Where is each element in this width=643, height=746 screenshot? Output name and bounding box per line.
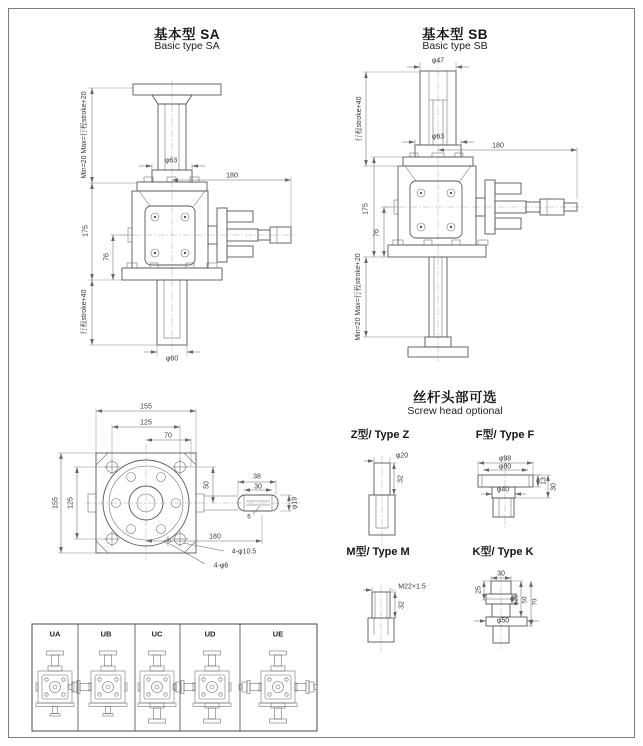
tv-dim-holes-small: 4-φ6 — [213, 562, 229, 570]
variant-uc-diagram — [138, 651, 176, 723]
type-m-dim-thread: M22×1.5 — [398, 583, 426, 591]
type-k-dim-25: 25 — [475, 586, 483, 594]
type-z-label: Z型/ Type Z — [350, 429, 410, 441]
screw-head-title-cn: 丝杆头部可选 — [413, 390, 497, 405]
sb-dim-phi63: φ63 — [431, 133, 445, 141]
sa-dim-stroke-bottom: 行程stroke+40 — [81, 289, 88, 335]
screw-head-title-en: Screw head optional — [407, 405, 503, 417]
type-z-dim-32: 32 — [397, 475, 405, 483]
sb-title-cn: 基本型 SB — [421, 27, 489, 42]
tv-dim-6: 6 — [247, 513, 251, 521]
type-f-label: F型/ Type F — [475, 429, 535, 441]
type-f-dim-phi98: φ98 — [498, 455, 512, 463]
sb-dim-stroke-top: 行程stroke+40 — [356, 96, 363, 142]
tv-dim-125-h: 125 — [140, 419, 152, 427]
sa-dim-76: 76 — [103, 253, 111, 261]
sb-dim-76: 76 — [373, 229, 381, 237]
tv-dim-155-v: 155 — [52, 497, 60, 509]
variant-label-ue: UE — [272, 629, 284, 639]
variant-label-ud: UD — [204, 629, 216, 639]
variant-label-ua: UA — [49, 629, 61, 639]
tv-dim-70: 70 — [164, 432, 172, 440]
type-k-dim-50: 50 — [521, 596, 529, 604]
sb-dim-180: 180 — [492, 142, 504, 150]
type-z-drawing — [364, 456, 397, 546]
variant-ue-diagram — [239, 651, 317, 723]
type-f-dim-13: 13 — [540, 477, 548, 485]
tv-dim-50: 50 — [203, 481, 211, 489]
tv-dim-phi19: φ19 — [291, 496, 299, 510]
variant-ua-diagram — [36, 651, 74, 716]
variants-table — [32, 624, 317, 731]
type-m-drawing — [363, 585, 397, 652]
type-k-drawing — [474, 574, 539, 650]
tv-dim-155-h: 155 — [140, 403, 152, 411]
type-m-dim-32: 32 — [398, 601, 406, 609]
top-view-drawing — [58, 409, 300, 564]
sa-dim-phi60: φ60 — [165, 355, 179, 363]
sb-title-en: Basic type SB — [422, 40, 488, 52]
variant-ud-diagram — [173, 651, 231, 723]
tv-dim-holes-large: 4-φ10.5 — [231, 548, 257, 556]
sb-drawing — [363, 58, 585, 362]
variant-label-ub: UB — [100, 629, 112, 639]
sb-dim-stroke-bottom: Min=20 Max=行程stroke+20 — [355, 253, 362, 341]
type-m-label: M型/ Type M — [346, 546, 410, 558]
tv-dim-30: 30 — [254, 483, 262, 491]
type-k-dim-phi25: φ25 — [512, 594, 520, 606]
tv-dim-180: 180 — [209, 533, 221, 541]
type-f-dim-phi40: φ40 — [496, 486, 510, 494]
type-f-dim-phi80: φ80 — [498, 463, 512, 471]
sb-dim-phi47: φ47 — [431, 57, 445, 65]
sa-dim-phi63: φ63 — [164, 157, 178, 165]
tv-dim-125-v: 125 — [67, 497, 75, 509]
sa-title-en: Basic type SA — [154, 40, 220, 52]
type-z-dim-phi20: φ20 — [395, 452, 409, 460]
type-k-dim-30: 30 — [497, 570, 505, 578]
sa-title-cn: 基本型 SA — [153, 27, 221, 42]
type-f-drawing — [478, 455, 551, 528]
sa-dim-180: 180 — [226, 172, 238, 180]
type-k-label: K型/ Type K — [472, 546, 534, 558]
tv-dim-38: 38 — [253, 473, 261, 481]
sa-drawing — [89, 80, 296, 356]
type-k-dim-70: 70 — [531, 598, 539, 606]
sa-dim-stroke-top: Min=20 Max=行程stroke+20 — [81, 91, 88, 179]
type-k-dim-phi50: φ50 — [496, 617, 510, 625]
variant-label-uc: UC — [151, 629, 163, 639]
sa-dim-175: 175 — [82, 225, 90, 237]
sb-dim-175: 175 — [362, 203, 370, 215]
type-f-dim-30: 30 — [550, 483, 558, 491]
